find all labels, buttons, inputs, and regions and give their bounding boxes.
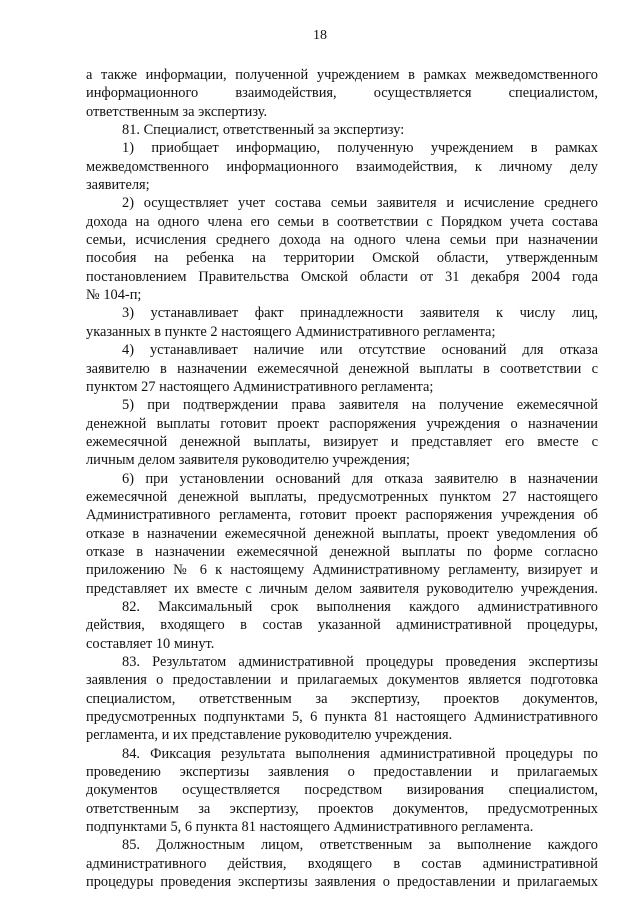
text-line: представляет их вместе с личным делом заявителя руководителю учреждения. xyxy=(86,580,598,597)
text-line: предусмотренных подпунктами 5, 6 пункта 81 настоящего Административного xyxy=(86,709,598,726)
text-line: 6) при установлении оснований для отказа заявителю в назначении xyxy=(122,470,598,487)
text-line: 4) устанавливает наличие или отсутствие оснований для отказа xyxy=(122,342,598,359)
text-line: 1) приобщает информацию, полученную учреждением в рамках xyxy=(122,140,598,157)
text-line: 5) при подтверждении права заявителя на получение ежемесячной xyxy=(122,397,598,414)
text-line: отказе в назначении ежемесячной денежной выплаты по форме согласно xyxy=(86,543,598,560)
page-number: 18 xyxy=(313,28,327,43)
text-line: 82. Максимальный срок выполнения каждого административного xyxy=(122,598,598,615)
text-line: 81. Специалист, ответственный за экспертизу: xyxy=(122,122,405,139)
text-line: № 104-п; xyxy=(86,287,142,304)
text-line: административного действия, входящего в состав административной xyxy=(86,855,598,872)
document-body xyxy=(86,66,598,891)
text-line: постановлением Правительства Омской области от 31 декабря 2004 года xyxy=(86,268,598,285)
text-line: 2) осуществляет учет состава семьи заявителя и исчисление среднего xyxy=(122,195,598,212)
text-line: подпунктами 5, 6 пункта 81 настоящего Административного регламента. xyxy=(86,819,534,836)
text-line: межведомственного информационного взаимодействия, к личному делу xyxy=(86,158,598,175)
text-line: ежемесячной денежной выплаты, предусмотренных пунктом 27 настоящего xyxy=(86,488,598,505)
text-line: документов осуществляется посредством визирования специалистом, xyxy=(86,782,598,799)
text-line: указанных в пункте 2 настоящего Административного регламента; xyxy=(86,323,496,340)
text-line: проведению экспертизы заявления о предоставлении и прилагаемых xyxy=(86,764,598,781)
text-line: процедуры проведения экспертизы заявления о предоставлении и прилагаемых xyxy=(86,874,598,891)
text-line: дохода на одного члена его семьи в соответствии с Порядком учета состава xyxy=(86,213,598,230)
text-line: 84. Фиксация результата выполнения административной процедуры по xyxy=(122,745,598,762)
text-line: ответственным за экспертизу. xyxy=(86,103,268,120)
text-line: 85. Должностным лицом, ответственным за выполнение каждого xyxy=(122,837,598,854)
text-line: приложению № 6 к настоящему Административному регламенту, визирует и xyxy=(86,562,598,579)
text-line: денежной выплаты готовит проект распоряжения учреждения о назначении xyxy=(86,415,598,432)
text-line: заявителю в назначении ежемесячной денежной выплаты в соответствии с xyxy=(86,360,598,377)
text-line: заявителя; xyxy=(86,177,150,194)
text-line: 83. Результатом административной процедуры проведения экспертизы xyxy=(122,654,598,670)
text-line: регламента, и их представление руководителю учреждения. xyxy=(86,727,453,744)
text-line: заявления о предоставлении и прилагаемых документов является подготовка xyxy=(86,672,598,689)
text-line: пунктом 27 настоящего Административного регламента; xyxy=(86,378,434,395)
text-line: ответственным за экспертизу, проектов документов, предусмотренных xyxy=(86,800,598,817)
text-line: информационного взаимодействия, осуществляется специалистом, xyxy=(86,85,598,102)
text-line: действия, входящего в состав указанной административной процедуры, xyxy=(86,617,598,634)
text-line: специалистом, ответственным за экспертизу, проектов документов, xyxy=(86,690,598,707)
text-line: а также информации, полученной учреждением в рамках межведомственного xyxy=(86,67,598,83)
text-line: 3) устанавливает факт принадлежности заявителя к числу лиц, xyxy=(122,305,598,322)
text-line: Административного регламента, готовит проект распоряжения учреждения об xyxy=(86,507,598,524)
text-line: личным делом заявителя руководителю учреждения; xyxy=(86,452,411,469)
text-line: ежемесячной денежной выплаты, визирует и представляет его вместе с xyxy=(86,433,598,450)
text-line: отказе в назначении ежемесячной денежной выплаты, проект уведомления об xyxy=(86,525,598,542)
text-line: составляет 10 минут. xyxy=(86,635,215,652)
text-line: пособия на ребенка на территории Омской области, утвержденным xyxy=(86,250,598,267)
text-line: семьи, исчисления среднего дохода на одного члена семьи при назначении xyxy=(86,232,598,249)
